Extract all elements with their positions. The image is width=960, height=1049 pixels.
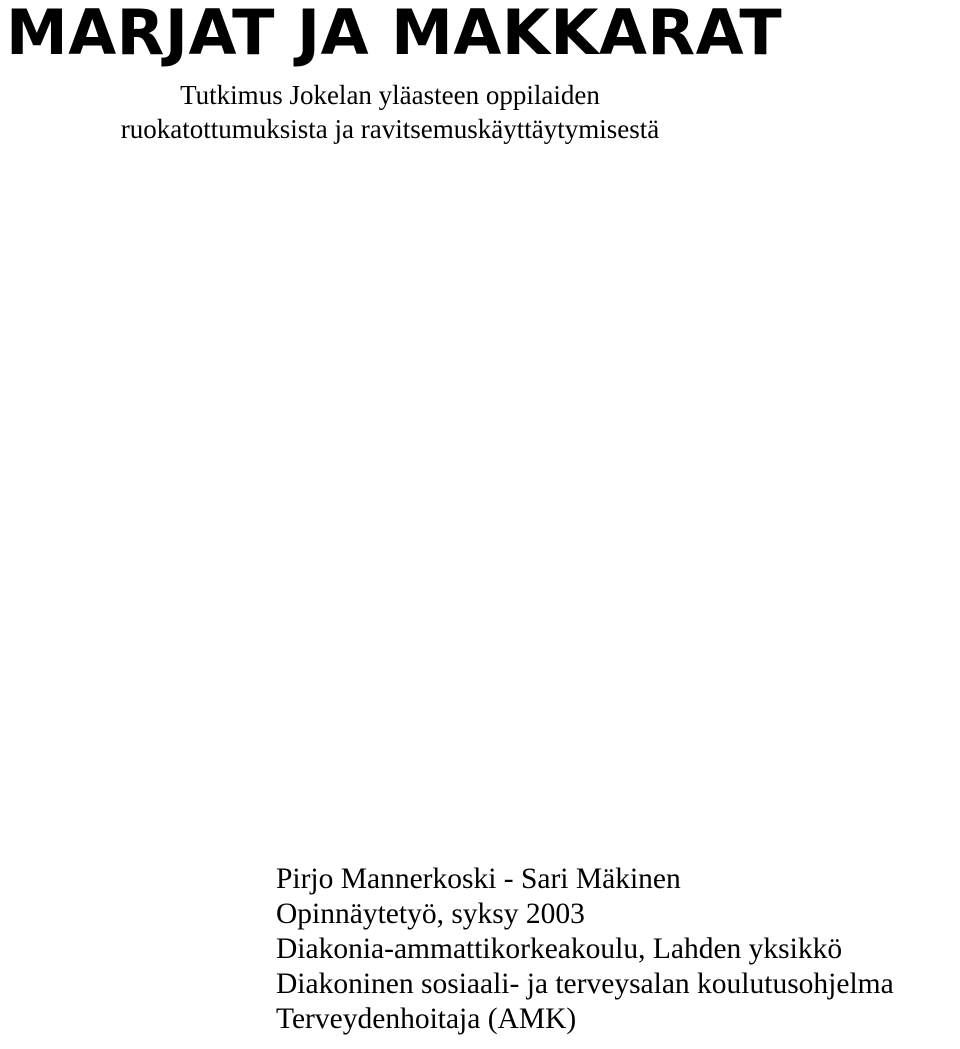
program-line: Diakoninen sosiaali- ja terveysalan koulutusohjelma <box>276 968 894 1000</box>
thesis-line: Opinnäytetyö, syksy 2003 <box>276 898 585 930</box>
author-info-block <box>276 862 894 1037</box>
authors-line: Pirjo Mannerkoski - Sari Mäkinen <box>276 863 681 895</box>
institution-line: Diakonia-ammattikorkeakoulu, Lahden yksikkö <box>276 933 843 965</box>
document-title: MARJAT JA MAKKARAT <box>6 0 783 69</box>
subtitle-line: ruokatottumuksista ja ravitsemuskäyttäytymisestä <box>120 114 660 144</box>
subtitle-line: Tutkimus Jokelan yläasteen oppilaiden <box>180 80 600 110</box>
document-subtitle <box>0 78 780 146</box>
degree-line: Terveydenhoitaja (AMK) <box>276 1003 577 1035</box>
